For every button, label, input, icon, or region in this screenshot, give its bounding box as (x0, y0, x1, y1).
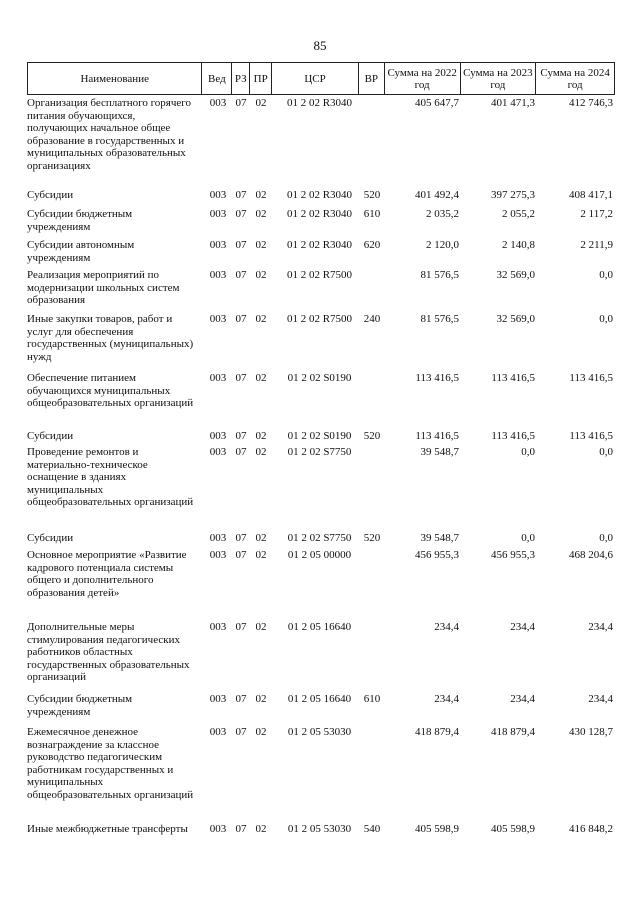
row-sum-2024: 412 746,3 (569, 97, 613, 109)
row-sum-2022: 39 548,7 (420, 446, 459, 458)
row-rz: 07 (235, 239, 247, 251)
table-row (27, 549, 615, 621)
table-row (27, 208, 615, 239)
row-sum-2024: 430 128,7 (569, 726, 613, 738)
row-ved: 003 (209, 269, 227, 281)
row-rz: 07 (235, 208, 247, 220)
row-vr: 520 (363, 430, 381, 442)
row-pr: 02 (255, 313, 267, 325)
row-sum-2023: 0,0 (521, 446, 535, 458)
row-rz: 07 (235, 532, 247, 544)
row-sum-2024: 113 416,5 (569, 430, 613, 442)
row-sum-2022: 418 879,4 (415, 726, 459, 738)
row-rz: 07 (235, 621, 247, 633)
row-rz: 07 (235, 269, 247, 281)
row-csr: 01 2 02 R7500 (286, 269, 353, 281)
row-rz: 07 (235, 372, 247, 384)
table-row (27, 823, 615, 853)
row-rz: 07 (235, 97, 247, 109)
row-vr: 520 (363, 532, 381, 544)
row-name: Обеспечение питанием обучающихся муниципальных общеобразовательных организаций (27, 372, 194, 410)
row-pr: 02 (255, 532, 267, 544)
row-sum-2023: 234,4 (510, 693, 535, 705)
row-sum-2022: 2 035,2 (426, 208, 459, 220)
row-rz: 07 (235, 446, 247, 458)
row-sum-2023: 456 955,3 (491, 549, 535, 561)
row-csr: 01 2 05 53030 (287, 823, 352, 835)
row-csr: 01 2 02 S7750 (287, 532, 352, 544)
header-pr: ПР (250, 63, 272, 94)
row-sum-2024: 2 117,2 (580, 208, 613, 220)
page-number: 85 (313, 38, 327, 53)
row-sum-2024: 113 416,5 (569, 372, 613, 384)
table-row (27, 189, 615, 208)
row-vr (359, 726, 385, 823)
table-row (27, 621, 615, 693)
row-pr: 02 (255, 208, 267, 220)
table-row (27, 446, 615, 532)
table-row (27, 372, 615, 430)
row-sum-2022: 234,4 (434, 621, 459, 633)
row-sum-2024: 416 848,2 (569, 823, 613, 835)
row-sum-2023: 32 569,0 (496, 313, 535, 325)
row-pr: 02 (255, 823, 267, 835)
row-ved: 003 (209, 97, 227, 109)
row-rz: 07 (235, 549, 247, 561)
row-sum-2024: 0,0 (599, 269, 613, 281)
row-name: Организация бесплатного горячего питания обучающихся, получающих начальное общее образование в государственных и муниципальных образовательных организациях (27, 97, 192, 172)
row-rz: 07 (235, 313, 247, 325)
row-sum-2024: 0,0 (599, 446, 613, 458)
row-name: Субсидии (27, 430, 74, 442)
row-ved: 003 (209, 621, 227, 633)
row-sum-2023: 0,0 (521, 532, 535, 544)
row-pr: 02 (255, 446, 267, 458)
table-row (27, 269, 615, 313)
table-row (27, 693, 615, 726)
row-sum-2024: 2 211,9 (580, 239, 613, 251)
row-sum-2023: 401 471,3 (491, 97, 535, 109)
row-pr: 02 (255, 430, 267, 442)
row-sum-2023: 2 055,2 (502, 208, 535, 220)
header-csr: ЦСР (272, 63, 359, 94)
row-ved: 003 (209, 208, 227, 220)
header-name: Наименование (28, 63, 202, 94)
row-sum-2023: 113 416,5 (491, 372, 535, 384)
row-sum-2023: 2 140,8 (502, 239, 535, 251)
row-csr: 01 2 02 R3040 (286, 239, 353, 251)
row-sum-2022: 81 576,5 (420, 269, 459, 281)
row-sum-2024: 408 417,1 (569, 189, 613, 201)
row-name: Иные закупки товаров, работ и услуг для обеспечения государственных (муниципальных) нужд (27, 313, 194, 363)
row-csr: 01 2 02 S0190 (287, 430, 352, 442)
row-vr: 240 (363, 313, 381, 325)
row-vr (359, 446, 385, 532)
row-sum-2022: 39 548,7 (420, 532, 459, 544)
row-sum-2022: 405 598,9 (415, 823, 459, 835)
row-pr: 02 (255, 239, 267, 251)
row-csr: 01 2 05 16640 (287, 693, 352, 705)
row-rz: 07 (235, 430, 247, 442)
row-sum-2022: 405 647,7 (415, 97, 459, 109)
row-sum-2022: 2 120,0 (426, 239, 459, 251)
row-name: Реализация мероприятий по модернизации школьных систем образования (27, 269, 180, 307)
row-sum-2022: 456 955,3 (415, 549, 459, 561)
row-name: Иные межбюджетные трансферты (27, 823, 188, 835)
row-sum-2022: 234,4 (434, 693, 459, 705)
header-sum-2023: Сумма на 2023 год (461, 63, 537, 94)
table-row (27, 239, 615, 269)
header-sum-2022: Сумма на 2022 год (385, 63, 461, 94)
row-pr: 02 (255, 372, 267, 384)
row-sum-2023: 405 598,9 (491, 823, 535, 835)
table-body (27, 97, 615, 853)
row-ved: 003 (209, 189, 227, 201)
row-csr: 01 2 05 16640 (287, 621, 352, 633)
row-vr (359, 97, 385, 189)
row-vr: 610 (363, 693, 381, 705)
row-ved: 003 (209, 726, 227, 738)
row-name: Субсидии бюджетным учреждениям (27, 693, 133, 718)
row-pr: 02 (255, 693, 267, 705)
row-name: Проведение ремонтов и материально-техническое оснащение в зданиях муниципальных общеобразовательных организаций (27, 446, 194, 509)
row-csr: 01 2 05 53030 (287, 726, 352, 738)
row-pr: 02 (255, 726, 267, 738)
header-vr: ВР (359, 63, 385, 94)
row-vr (359, 372, 385, 430)
row-sum-2024: 234,4 (588, 693, 613, 705)
row-ved: 003 (209, 313, 227, 325)
row-sum-2024: 468 204,6 (569, 549, 613, 561)
row-ved: 003 (209, 693, 227, 705)
row-name: Дополнительные меры стимулирования педагогических работников областных государственных образовательных организаций (27, 621, 190, 684)
row-ved: 003 (209, 446, 227, 458)
row-vr: 610 (363, 208, 381, 220)
row-sum-2023: 234,4 (510, 621, 535, 633)
row-vr: 540 (363, 823, 381, 835)
row-sum-2024: 0,0 (599, 313, 613, 325)
table-row (27, 97, 615, 189)
row-name: Основное мероприятие «Развитие кадрового потенциала системы общего и дополнительного образования детей» (27, 549, 187, 599)
row-sum-2023: 397 275,3 (491, 189, 535, 201)
row-pr: 02 (255, 97, 267, 109)
row-pr: 02 (255, 189, 267, 201)
row-sum-2023: 418 879,4 (491, 726, 535, 738)
row-csr: 01 2 02 R3040 (286, 189, 353, 201)
row-pr: 02 (255, 269, 267, 281)
row-sum-2022: 401 492,4 (415, 189, 459, 201)
row-sum-2022: 113 416,5 (415, 430, 459, 442)
row-vr (359, 621, 385, 693)
row-csr: 01 2 02 R3040 (286, 208, 353, 220)
row-name: Ежемесячное денежное вознаграждение за классное руководство педагогическим работникам государственных и муниципальных общеобразовательных организаций (27, 726, 194, 801)
row-vr (359, 269, 385, 313)
row-rz: 07 (235, 823, 247, 835)
row-sum-2023: 32 569,0 (496, 269, 535, 281)
row-sum-2022: 113 416,5 (415, 372, 459, 384)
header-ved: Вед (202, 63, 232, 94)
row-ved: 003 (209, 239, 227, 251)
row-csr: 01 2 02 R3040 (286, 97, 353, 109)
row-ved: 003 (209, 823, 227, 835)
table-row (27, 726, 615, 823)
row-pr: 02 (255, 549, 267, 561)
row-csr: 01 2 05 00000 (287, 549, 352, 561)
row-name: Субсидии (27, 189, 74, 201)
row-rz: 07 (235, 726, 247, 738)
row-name: Субсидии бюджетным учреждениям (27, 208, 133, 233)
header-sum-2024: Сумма на 2024 год (540, 66, 610, 91)
row-csr: 01 2 02 S7750 (287, 446, 352, 458)
row-vr (359, 549, 385, 621)
row-vr: 520 (363, 189, 381, 201)
row-name: Субсидии (27, 532, 74, 544)
table-row (27, 313, 615, 372)
table-row (27, 532, 615, 549)
table-row (27, 430, 615, 446)
row-csr: 01 2 02 S0190 (287, 372, 352, 384)
row-ved: 003 (209, 532, 227, 544)
row-name: Субсидии автономным учреждениям (27, 239, 135, 264)
row-sum-2024: 234,4 (588, 621, 613, 633)
row-csr: 01 2 02 R7500 (286, 313, 353, 325)
row-pr: 02 (255, 621, 267, 633)
row-rz: 07 (235, 189, 247, 201)
row-sum-2023: 113 416,5 (491, 430, 535, 442)
row-ved: 003 (209, 430, 227, 442)
row-ved: 003 (209, 372, 227, 384)
row-vr: 620 (363, 239, 381, 251)
table-header (27, 62, 615, 95)
row-sum-2022: 81 576,5 (420, 313, 459, 325)
row-sum-2024: 0,0 (599, 532, 613, 544)
row-ved: 003 (209, 549, 227, 561)
header-rz: РЗ (232, 63, 250, 94)
row-rz: 07 (235, 693, 247, 705)
